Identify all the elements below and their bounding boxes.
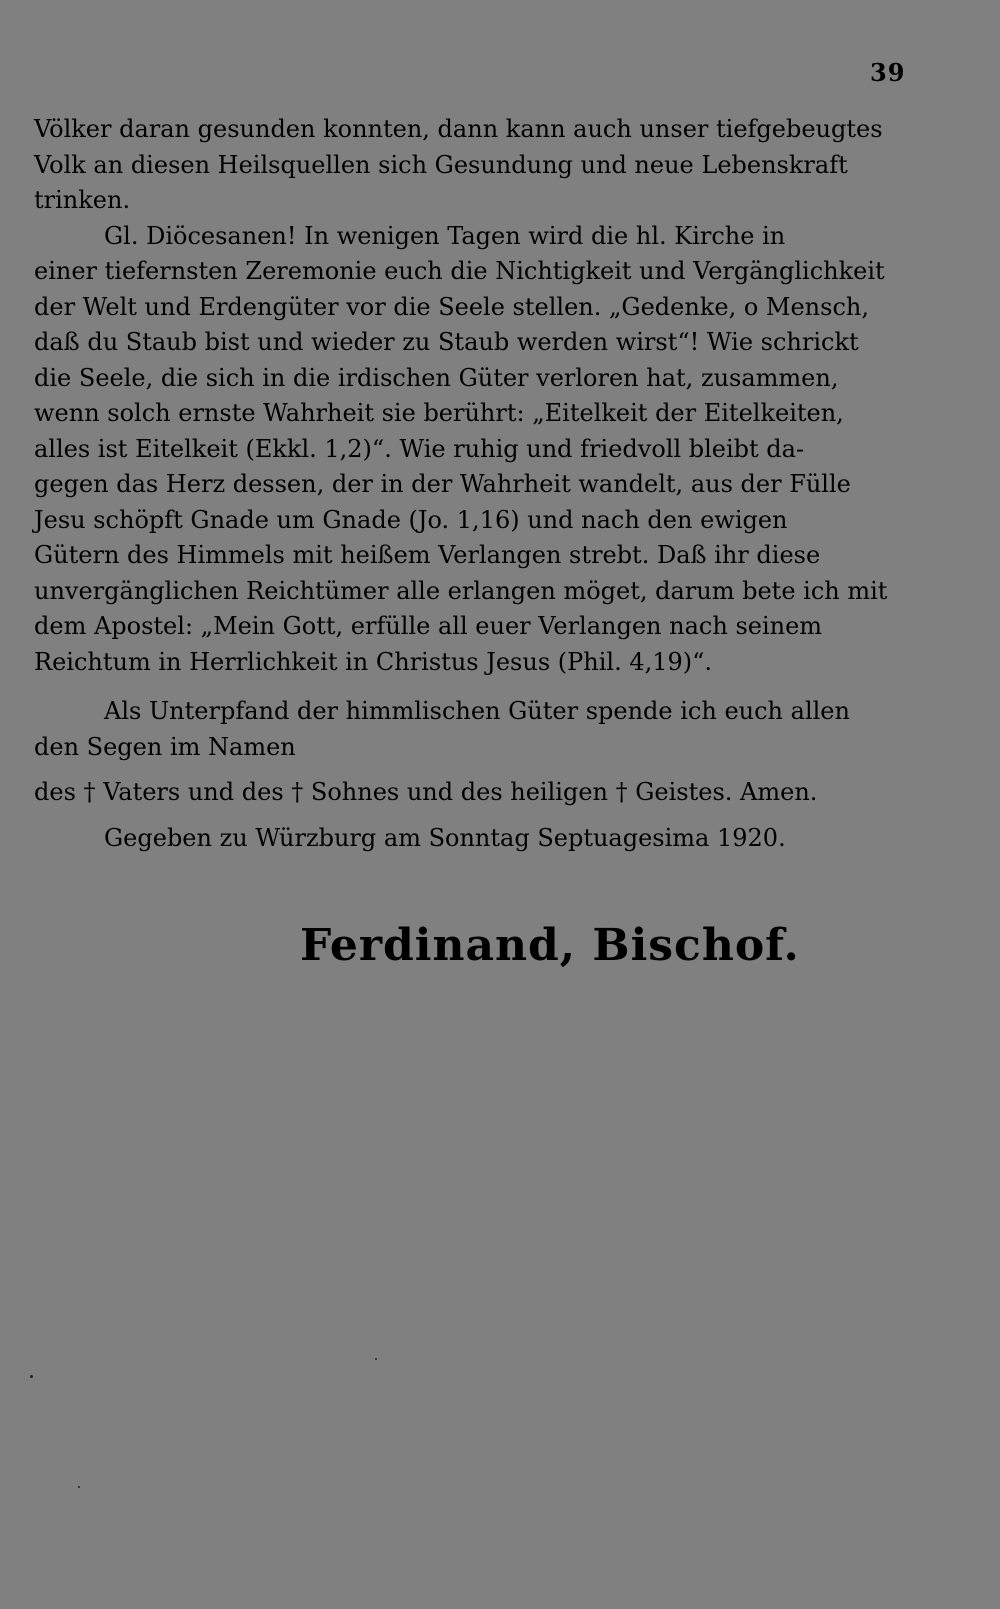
scan-speck	[30, 1375, 33, 1378]
page-number: 39	[870, 58, 906, 87]
paragraph-1	[34, 112, 904, 219]
paragraph-3	[34, 694, 904, 765]
text-line: Als Unterpfand der himmlischen Güter spende ich euch allen	[104, 697, 850, 725]
text-line: Gütern des Himmels mit heißem Verlangen strebt. Daß ihr diese	[34, 541, 821, 569]
text-line: Jesu schöpft Gnade um Gnade (Jo. 1,16) und nach den ewigen	[34, 505, 788, 534]
date-line	[34, 821, 904, 857]
paragraph-2	[34, 219, 904, 681]
text-line: einer tiefernsten Zeremonie euch die Nichtigkeit und Vergänglichkeit	[34, 257, 885, 285]
text-line: daß du Staub bist und wieder zu Staub werden wirst“! Wie schrickt	[34, 328, 859, 356]
text-line: des † Vaters und des † Sohnes und des heiligen † Geistes. Amen.	[34, 778, 818, 806]
text-line: alles ist Eitelkeit (Ekkl. 1,2)“. Wie ruhig und friedvoll bleibt da-	[34, 434, 805, 463]
text-line: Reichtum in Herrlichkeit in Christus Jesus (Phil. 4,19)“.	[34, 647, 713, 676]
scan-speck	[78, 1486, 80, 1488]
text-line: dem Apostel: „Mein Gott, erfülle all euer Verlangen nach seinem	[34, 612, 823, 640]
text-line: der Welt und Erdengüter vor die Seele stellen. „Gedenke, o Mensch,	[34, 292, 869, 321]
signature: Ferdinand, Bischof.	[300, 920, 800, 971]
text-line: Völker daran gesunden konnten, dann kann auch unser tiefgebeugtes	[34, 115, 883, 143]
text-line: trinken.	[34, 186, 131, 214]
text-line: unvergänglichen Reichtümer alle erlangen möget, darum bete ich mit	[34, 576, 888, 605]
blessing-line	[34, 775, 904, 811]
text-line: gegen das Herz dessen, der in der Wahrheit wandelt, aus der Fülle	[34, 470, 851, 498]
text-line: Volk an diesen Heilsquellen sich Gesundung und neue Lebenskraft	[34, 150, 848, 179]
scan-speck	[375, 1358, 377, 1360]
text-line: Gegeben zu Würzburg am Sonntag Septuagesima 1920.	[104, 823, 786, 852]
text-line: Gl. Diöcesanen! In wenigen Tagen wird die hl. Kirche in	[104, 221, 786, 250]
text-line: wenn solch ernste Wahrheit sie berührt: „Eitelkeit der Eitelkeiten,	[34, 399, 844, 427]
body-text	[34, 112, 904, 856]
text-line: den Segen im Namen	[34, 732, 296, 761]
text-line: die Seele, die sich in die irdischen Güter verloren hat, zusammen,	[34, 363, 839, 392]
